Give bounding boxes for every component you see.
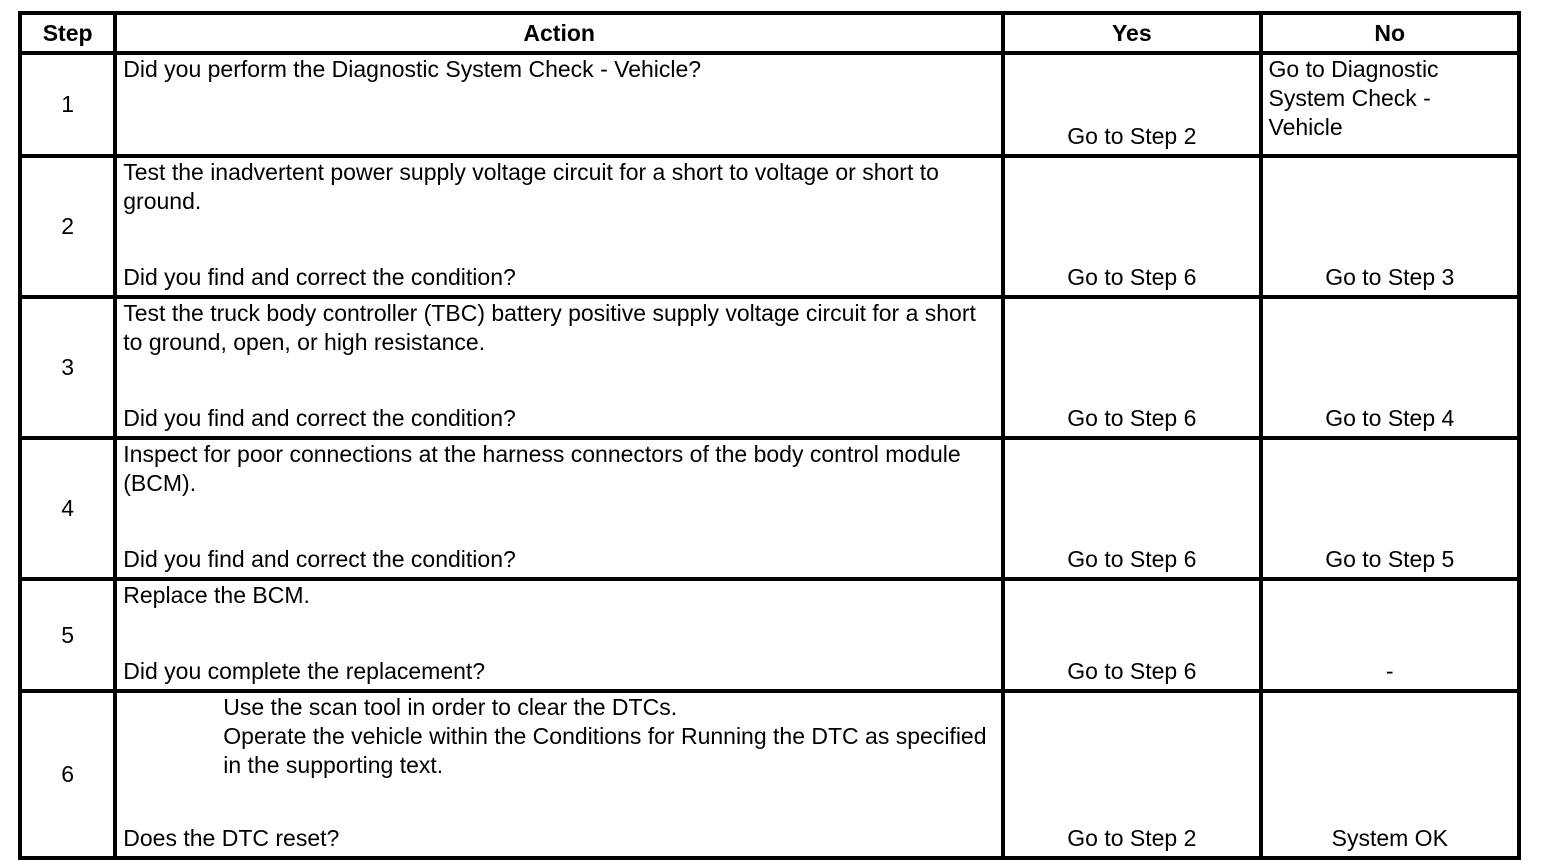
step-number: 2 bbox=[20, 156, 115, 297]
table-row bbox=[20, 53, 1519, 156]
step-number: 3 bbox=[20, 297, 115, 438]
action-question: Does the DTC reset? bbox=[123, 825, 340, 851]
header-row bbox=[20, 13, 1519, 53]
action-cell bbox=[115, 53, 1003, 156]
step-number: 5 bbox=[20, 579, 115, 691]
no-cell: Go to Diagnostic System Check - Vehicle bbox=[1261, 53, 1519, 156]
no-cell: Go to Step 5 bbox=[1261, 438, 1519, 579]
yes-cell: Go to Step 6 bbox=[1003, 297, 1260, 438]
action-cell bbox=[115, 438, 1003, 579]
action-cell bbox=[115, 156, 1003, 297]
action-question: Did you find and correct the condition? bbox=[123, 405, 516, 431]
yes-cell: Go to Step 2 bbox=[1003, 691, 1260, 858]
yes-cell: Go to Step 6 bbox=[1003, 438, 1260, 579]
action-text: Test the inadvertent power supply voltage circuit for a short to voltage or short to ground. bbox=[123, 159, 939, 214]
no-cell: Go to Step 4 bbox=[1261, 297, 1519, 438]
step-number: 1 bbox=[20, 53, 115, 156]
table-row bbox=[20, 691, 1519, 858]
header-no: No bbox=[1261, 13, 1519, 53]
header-action: Action bbox=[115, 13, 1003, 53]
action-line-1: Use the scan tool in order to clear the DTCs. bbox=[223, 694, 678, 720]
action-cell bbox=[115, 691, 1003, 858]
table-row bbox=[20, 156, 1519, 297]
action-text: Did you perform the Diagnostic System Check - Vehicle? bbox=[123, 56, 702, 82]
yes-cell: Go to Step 6 bbox=[1003, 579, 1260, 691]
action-question: Did you find and correct the condition? bbox=[123, 546, 516, 572]
action-line-2: Operate the vehicle within the Conditions for Running the DTC as specified in the supporting text. bbox=[223, 723, 987, 778]
yes-cell: Go to Step 2 bbox=[1003, 53, 1260, 156]
no-cell: - bbox=[1261, 579, 1519, 691]
action-question: Did you find and correct the condition? bbox=[123, 264, 516, 290]
action-cell bbox=[115, 297, 1003, 438]
yes-cell: Go to Step 6 bbox=[1003, 156, 1260, 297]
action-text: Test the truck body controller (TBC) battery positive supply voltage circuit for a short to ground, open, or high resistance. bbox=[123, 300, 976, 355]
no-cell: Go to Step 3 bbox=[1261, 156, 1519, 297]
step-number: 6 bbox=[20, 691, 115, 858]
action-cell bbox=[115, 579, 1003, 691]
header-yes: Yes bbox=[1003, 13, 1260, 53]
no-cell: System OK bbox=[1261, 691, 1519, 858]
action-text: Replace the BCM. bbox=[123, 582, 310, 608]
action-question: Did you complete the replacement? bbox=[123, 658, 486, 684]
table-row bbox=[20, 579, 1519, 691]
table-row bbox=[20, 438, 1519, 579]
diagnostic-table bbox=[18, 11, 1521, 860]
header-step: Step bbox=[20, 13, 115, 53]
action-text: Inspect for poor connections at the harness connectors of the body control module (BCM). bbox=[123, 441, 961, 496]
step-number: 4 bbox=[20, 438, 115, 579]
table-row bbox=[20, 297, 1519, 438]
